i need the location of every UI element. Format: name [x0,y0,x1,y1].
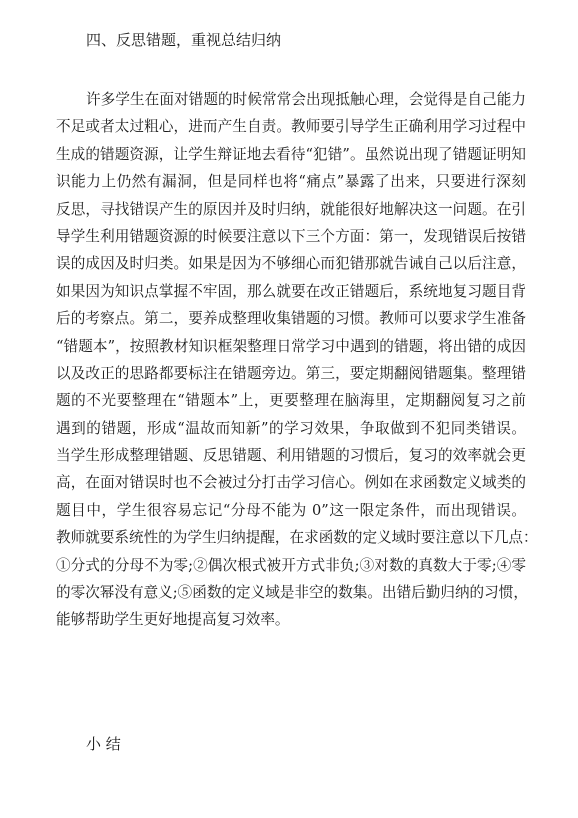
paragraph-line: 当学生形成整理错题、反思错题、利用错题的习惯后，复习的效率就会更 [56,447,526,465]
paragraph-line: 题目中，学生很容易忘记“分母不能为 0”这一限定条件，而出现错误。 [56,501,526,519]
paragraph-line: 以及改正的思路都要标注在错题旁边。第三，要定期翻阅错题集。整理错 [56,364,526,382]
paragraph-line: 导学生利用错题资源的时候要注意以下三个方面：第一，发现错误后按错 [56,227,526,245]
paragraph-line: 题的不光要整理在“错题本”上，更要整理在脑海里，定期翻阅复习之前 [56,392,526,410]
paragraph [56,86,538,634]
paragraph-line: 后的考察点。第二，要养成整理收集错题的习惯。教师可以要求学生准备 [56,310,526,328]
paragraph-line: 能够帮助学生更好地提高复习效率。 [56,611,290,629]
paragraph-line: 许多学生在面对错题的时候常常会出现抵触心理，会觉得是自己能力 [86,91,526,108]
paragraph-line: 如果因为知识点掌握不牢固，那么就要在改正错题后，系统地复习题目背 [56,282,526,300]
paragraph-line: 识能力上仍然有漏洞，但是同样也将“痛点”暴露了出来，只要进行深刻 [56,173,526,191]
paragraph-line: “错题本”，按照教材知识框架整理日常学习中遇到的错题，将出错的成因 [56,337,526,355]
summary-heading: 小 结 [86,735,121,753]
paragraph-line: 高，在面对错误时也不会被过分打击学习信心。例如在求函数定义域类的 [56,474,526,492]
paragraph-line: 不足或者太过粗心，进而产生自责。教师要引导学生正确利用学习过程中 [56,118,526,136]
section-heading: 四、反思错题，重视总结归纳 [86,31,282,49]
paragraph-line: 反思，寻找错误产生的原因并及时归纳，就能很好地解决这一问题。在引 [56,200,526,218]
paragraph-line: 的零次幂没有意义;⑤函数的定义域是非空的数集。出错后勤归纳的习惯， [56,584,528,602]
paragraph-line: 生成的错题资源，让学生辩证地去看待“犯错”。虽然说出现了错题证明知 [56,145,526,163]
paragraph-line: 教师就要系统性的为学生归纳提醒，在求函数的定义域时要注意以下几点： [56,529,538,547]
paragraph-line: 误的成因及时归类。如果是因为不够细心而犯错那就告诫自己以后注意， [56,255,526,273]
paragraph-line: ①分式的分母不为零;②偶次根式被开方式非负;③对数的真数大于零;④零 [56,556,526,574]
paragraph-line: 遇到的错题，形成“温故而知新”的学习效果，争取做到不犯同类错误。 [56,419,526,437]
